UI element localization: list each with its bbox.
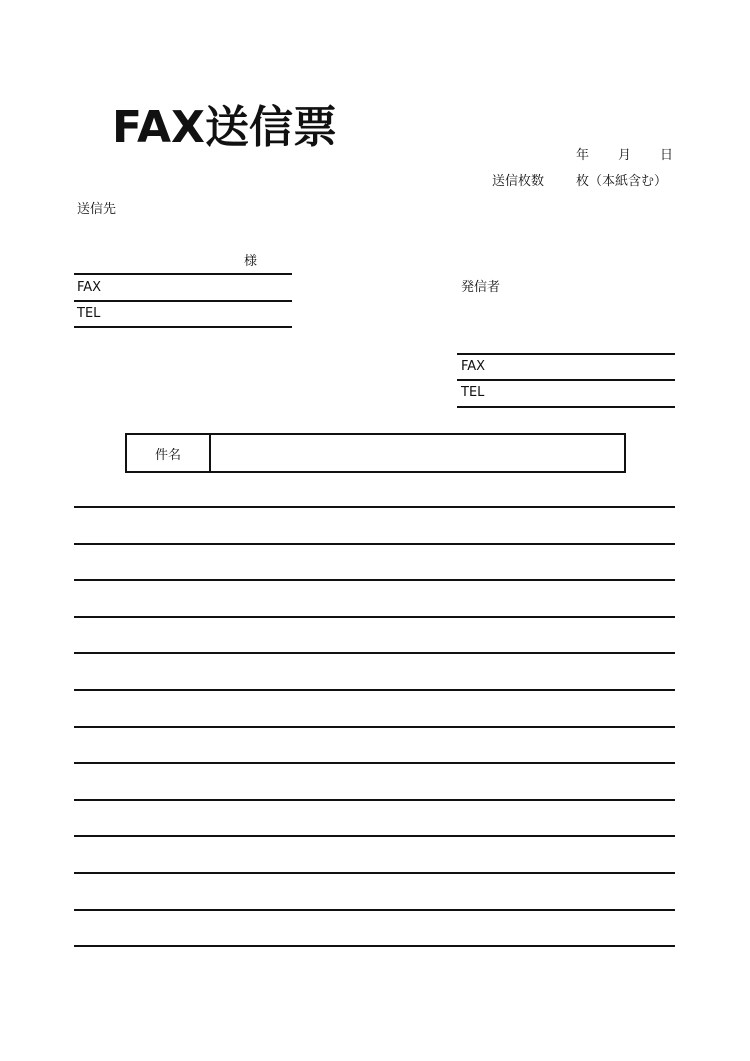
recipient-honorific: 様 — [244, 254, 258, 269]
message-line[interactable] — [74, 945, 675, 947]
recipient-label: 送信先 — [77, 202, 117, 217]
sender-tel-line — [457, 406, 675, 408]
subject-box — [125, 433, 626, 473]
message-line[interactable] — [74, 506, 675, 508]
date-month-label: 月 — [618, 148, 632, 163]
pages-label: 送信枚数 — [492, 174, 545, 189]
recipient-fax-label: FAX — [77, 280, 102, 295]
recipient-name-line — [74, 273, 292, 275]
page-title: FAX送信票 — [112, 102, 337, 153]
message-line[interactable] — [74, 872, 675, 874]
sender-label: 発信者 — [461, 280, 501, 295]
message-line[interactable] — [74, 579, 675, 581]
date-year-label: 年 — [576, 148, 590, 163]
subject-field[interactable] — [211, 435, 624, 471]
sender-tel-label: TEL — [461, 385, 485, 400]
recipient-fax-line — [74, 300, 292, 302]
sender-name-line — [457, 353, 675, 355]
subject-label: 件名 — [127, 435, 211, 471]
pages-unit-label: 枚（本紙含む） — [576, 174, 668, 189]
message-line[interactable] — [74, 909, 675, 911]
message-line[interactable] — [74, 799, 675, 801]
message-line[interactable] — [74, 726, 675, 728]
message-line[interactable] — [74, 835, 675, 837]
date-day-label: 日 — [660, 148, 674, 163]
message-line[interactable] — [74, 616, 675, 618]
message-line[interactable] — [74, 652, 675, 654]
sender-fax-line — [457, 379, 675, 381]
recipient-tel-line — [74, 326, 292, 328]
message-line[interactable] — [74, 543, 675, 545]
recipient-tel-label: TEL — [77, 306, 101, 321]
sender-fax-label: FAX — [461, 359, 486, 374]
message-line[interactable] — [74, 689, 675, 691]
message-line[interactable] — [74, 762, 675, 764]
